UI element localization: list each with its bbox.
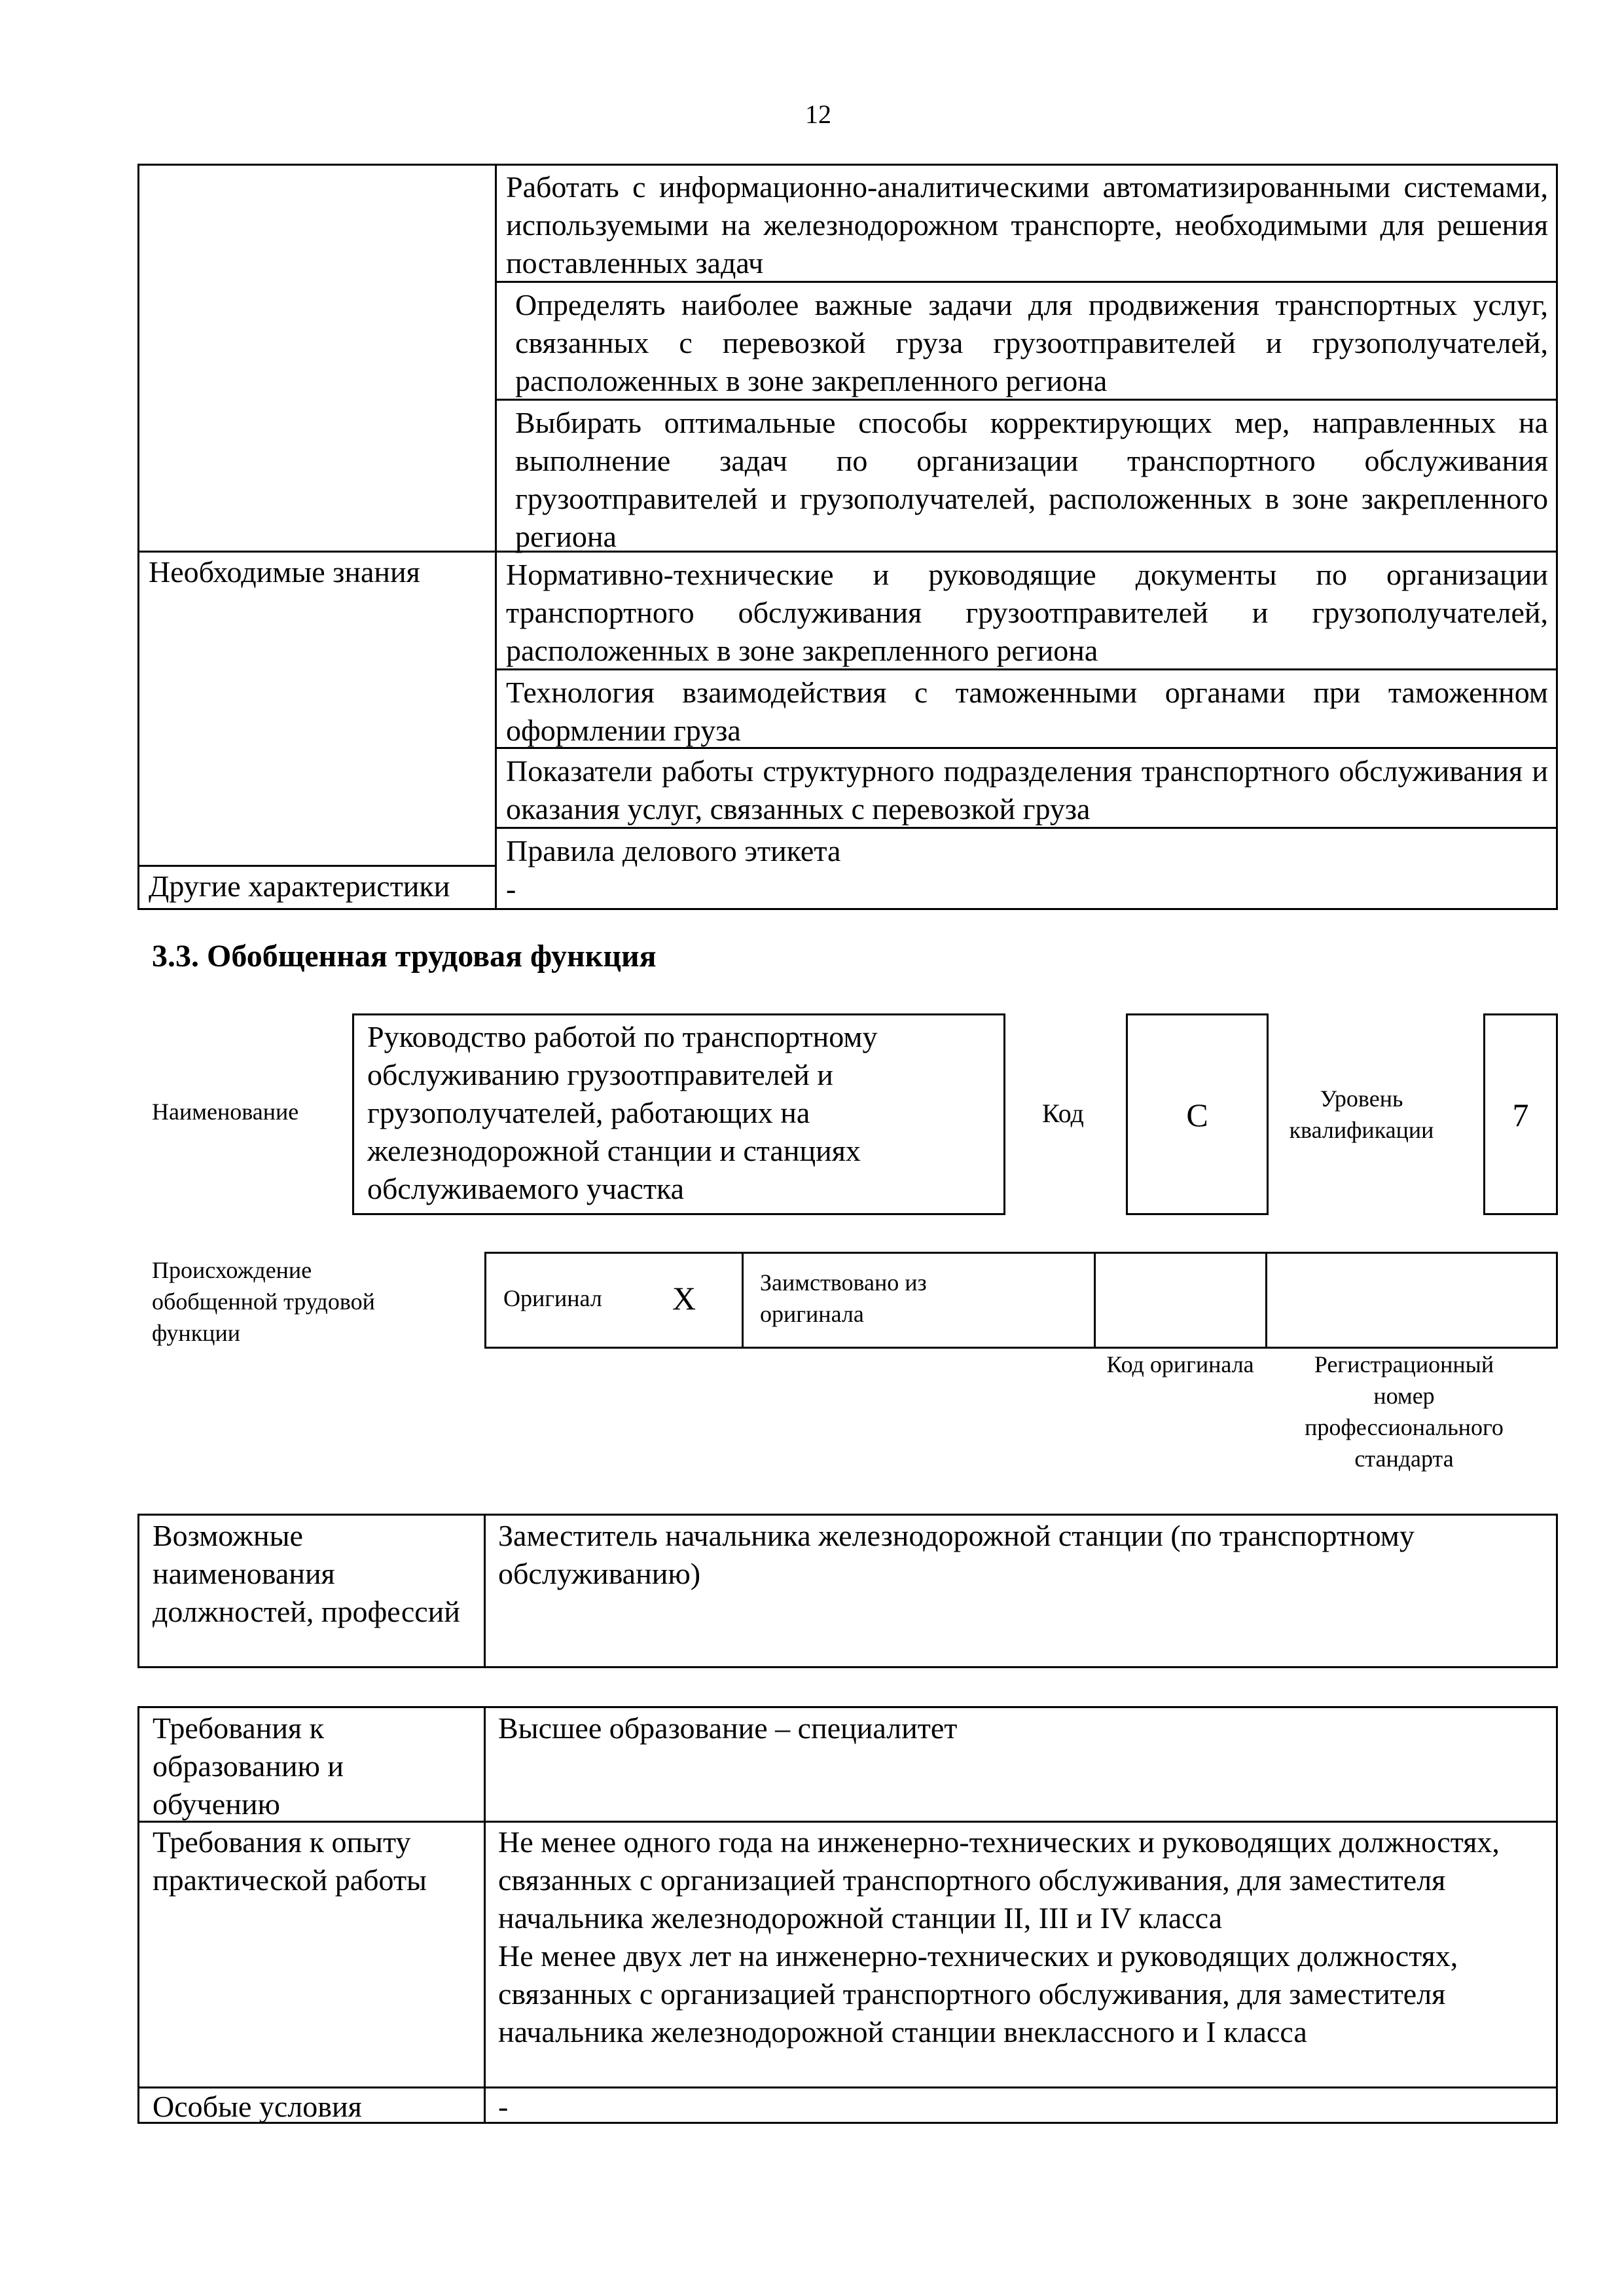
original-label: Оригинал (503, 1285, 602, 1311)
reg-number-caption: Регистрационный номер профессионального стандарта (1305, 1351, 1504, 1472)
code-box (1126, 1013, 1269, 1215)
function-name-value: Руководство работой по транспортному обслуживанию грузоотправителей и грузополучателей, работающих на железнодорожной станции и станциях обслуживаемого участка (367, 1020, 878, 1205)
row-border (497, 281, 1556, 283)
positions-label: Возможные наименования должностей, профессий (153, 1519, 460, 1628)
row-border (139, 551, 1556, 553)
code-value: C (1186, 1097, 1208, 1133)
knowledge-row-4: Правила делового этикета (506, 834, 841, 867)
knowledge-row-3: Показатели работы структурного подразделения транспортного обслуживания и оказания услуг, связанных с перевозкой груза (506, 754, 1548, 826)
experience-value-1: Не менее одного года на инженерно-технических и руководящих должностях, связанных с организацией транспортного обслуживания, для заместителя начальника железнодорожной станции II, III и IV класса (498, 1825, 1500, 1935)
other-characteristics-label: Другие характеристики (149, 869, 450, 903)
qualification-level-box (1483, 1013, 1558, 1215)
requirements-table (137, 1706, 1558, 2124)
qualification-level-value: 7 (1512, 1097, 1529, 1133)
experience-label: Требования к опыту практической работы (153, 1825, 427, 1897)
row-border (497, 668, 1556, 670)
row-border (139, 865, 497, 867)
education-label: Требования к образованию и обучению (153, 1711, 344, 1821)
special-conditions-value: - (498, 2090, 509, 2123)
skills-knowledge-table (137, 164, 1558, 910)
row-border (139, 1821, 1556, 1823)
borrowed-label: Заимствовано из оригинала (760, 1269, 927, 1327)
positions-table (137, 1514, 1558, 1668)
row-border (497, 747, 1556, 749)
positions-value: Заместитель начальника железнодорожной станции (по транспортному обслуживанию) (498, 1519, 1415, 1590)
qualification-level-label: Уровень квалификации (1289, 1085, 1434, 1143)
origin-table (484, 1252, 1558, 1349)
experience-value-2: Не менее двух лет на инженерно-технических и руководящих должностях, связанных с организацией транспортного обслуживания, для заместителя начальника железнодорожной станции внеклассного и I класса (498, 1939, 1458, 2049)
original-mark: X (672, 1280, 696, 1317)
knowledge-label: Необходимые знания (149, 555, 420, 589)
origin-label: Происхождение обобщенной трудовой функции (152, 1257, 375, 1346)
function-name-box (352, 1013, 1005, 1215)
knowledge-row-2: Технология взаимодействия с таможенными органами при таможенном оформлении груза (506, 676, 1548, 747)
row-border (497, 827, 1556, 829)
row-border (497, 399, 1556, 401)
other-characteristics-value: - (506, 872, 516, 905)
code-original-caption: Код оригинала (1106, 1351, 1254, 1377)
column-divider (484, 1708, 486, 2122)
skill-row-3: Выбирать оптимальные способы корректирующих мер, направленных на выполнение задач по организации транспортного обслуживания грузоотправителей и грузополучателей, расположенных в зоне закрепленного региона (515, 406, 1548, 553)
code-label: Код (1042, 1099, 1084, 1128)
education-value: Высшее образование – специалитет (498, 1711, 958, 1745)
page-number: 12 (805, 100, 831, 129)
special-conditions-label: Особые условия (153, 2090, 362, 2123)
origin-divider (1265, 1254, 1267, 1347)
skill-row-2: Определять наиболее важные задачи для продвижения транспортных услуг, связанных с перевозкой груза грузоотправителей и грузополучателей, расположенных в зоне закрепленного региона (515, 288, 1548, 397)
name-label: Наименование (152, 1099, 299, 1125)
origin-divider (1094, 1254, 1096, 1347)
origin-divider (742, 1254, 744, 1347)
section-heading: 3.3. Обобщенная трудовая функция (152, 939, 657, 974)
knowledge-row-1: Нормативно-технические и руководящие документы по организации транспортного обслуживания грузоотправителей и грузополучателей, расположенных в зоне закрепленного региона (506, 558, 1548, 667)
skill-row-1: Работать с информационно-аналитическими автоматизированными системами, используемыми на железнодорожном транспорте, необходимыми для решения поставленных задач (506, 170, 1548, 280)
column-divider (484, 1516, 486, 1666)
